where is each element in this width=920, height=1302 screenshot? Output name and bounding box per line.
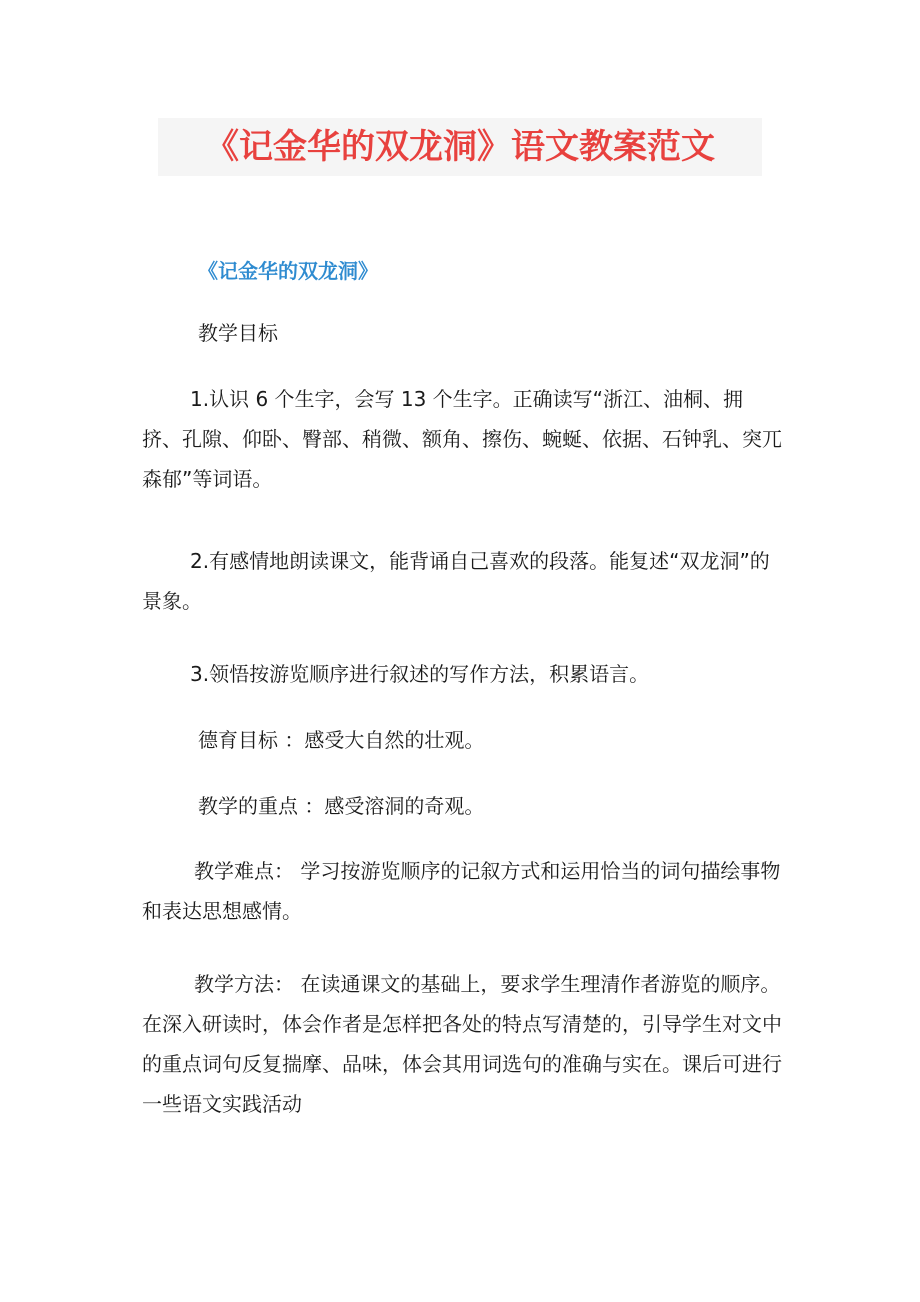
title-banner: [158, 118, 762, 176]
heading-teaching-goals: 教学目标: [198, 321, 278, 345]
difficulty-paragraph: 教学难点： 学习按游览顺序的记叙方式和运用恰当的词句描绘事物和表达思想感情。: [142, 859, 781, 923]
method-paragraph: 教学方法： 在读通课文的基础上，要求学生理清作者游览的顺序。在深入研读时，体会作者是怎样把各处的特点写清楚的，引导学生对文中的重点词句反复揣摩、品味，体会其用词选句的准确与实在。课后可进行一些语文实践活动: [142, 972, 782, 1116]
key-point-line: 教学的重点 ：感受溶洞的奇观。: [198, 794, 485, 818]
document-subtitle: 《记金华的双龙洞》: [198, 259, 378, 283]
goal-paragraph-3: 3.领悟按游览顺序进行叙述的写作方法，积累语言。: [190, 662, 650, 686]
moral-goal-line: 德育目标 ：感受大自然的壮观。: [198, 728, 485, 752]
goal-paragraph-2: 2.有感情地朗读课文，能背诵自己喜欢的段落。能复述“双龙洞”的景象。: [142, 549, 770, 613]
goal-paragraph-1: 1.认识 6 个生字，会写 13 个生字。正确读写“浙江、油桐、拥挤、孔隙、仰卧、臀部、稍微、额角、擦伤、蜿蜒、依据、石钟乳、突兀森郁”等词语。: [142, 387, 782, 491]
document-title: 《记金华的双龙洞》语文教案范文: [205, 127, 715, 167]
